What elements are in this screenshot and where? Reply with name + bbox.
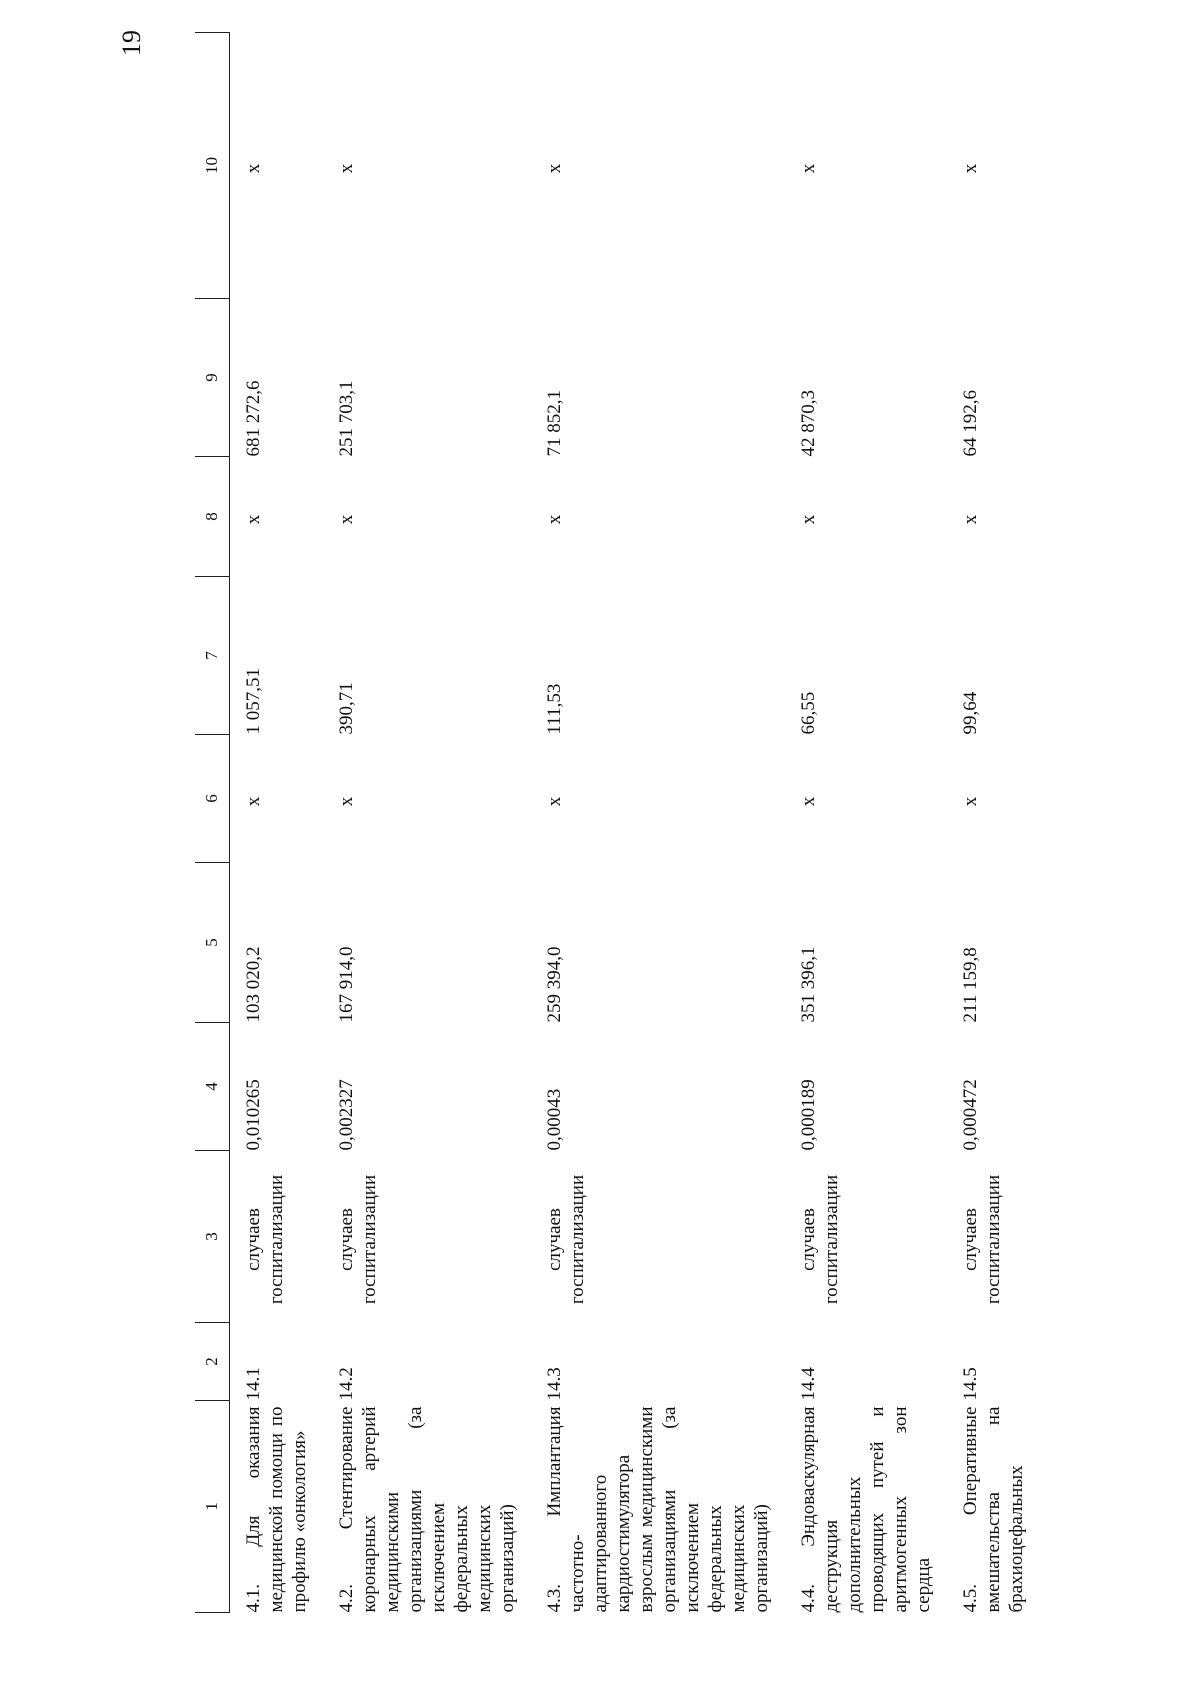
col-header-4: 4 [195,1023,230,1151]
row-col-5: 351 396,1 [798,946,819,1023]
row-name: 4.4. Эндоваскулярная деструкция дополнительных проводящих путей и аритмогенных зон сердца [798,1406,934,1613]
row-col-5: 103 020,2 [243,946,264,1023]
row-col-4: 0,000472 [960,1079,981,1151]
rotated-table-container [195,33,1027,1613]
row-name: 4.3. Имплантация частотно-адаптированного кардиостимулятора взрослым медицинскими организациями (за исключением федеральных медицинских организаций) [544,1406,772,1613]
col-header-9: 9 [195,299,230,457]
col-header-2: 2 [195,1323,230,1401]
row-col-5: 259 394,0 [544,946,565,1023]
table-row [947,33,1066,1613]
row-col-7: 66,55 [798,691,819,735]
row-col-6: x [798,796,819,807]
data-table [195,32,1066,1613]
row-code: 14.2 [336,1367,357,1401]
row-col-10: x [336,163,357,174]
row-col-5: 167 914,0 [336,946,357,1023]
col-header-5: 5 [195,863,230,1023]
col-header-6: 6 [195,735,230,863]
col-header-10: 10 [195,33,230,299]
row-col-7: 1 057,51 [243,668,264,735]
row-col-4: 0,000189 [798,1079,819,1151]
col-header-7: 7 [195,577,230,735]
table-row [323,33,531,1613]
row-col-4: 0,002327 [336,1079,357,1151]
row-col-10: x [960,163,981,174]
row-col-9: 681 272,6 [243,380,264,457]
row-name: 4.5. Оперативные вмешательства на брахиоцефальных [960,1406,1027,1613]
row-col-6: x [960,796,981,807]
row-col-9: 251 703,1 [336,380,357,457]
row-col-9: 64 192,6 [960,390,981,457]
row-code: 14.5 [960,1367,981,1401]
row-col-6: x [243,796,264,807]
row-unit: случаев госпитализации [798,1174,842,1305]
col-header-1: 1 [195,1401,230,1613]
table-row [785,33,947,1613]
column-number-row [195,33,230,1613]
row-col-10: x [798,163,819,174]
row-col-5: 211 159,8 [960,947,981,1023]
row-name: 4.1. Для оказания медицинской помощи по профилю «онкология» [243,1406,310,1613]
row-col-6: x [544,796,565,807]
row-col-4: 0,010265 [243,1079,264,1151]
row-col-10: x [544,163,565,174]
table-row [531,33,785,1613]
row-col-10: x [243,163,264,174]
table-row [230,33,324,1613]
col-header-3: 3 [195,1151,230,1323]
row-col-4: 0,00043 [544,1088,565,1151]
row-col-9: 71 852,1 [544,390,565,457]
row-col-7: 111,53 [544,683,565,735]
row-col-8: x [798,514,819,525]
row-col-8: x [960,514,981,525]
row-col-8: x [336,514,357,525]
row-col-9: 42 870,3 [798,390,819,457]
row-col-8: x [544,514,565,525]
row-col-6: x [336,796,357,807]
row-code: 14.4 [798,1367,819,1401]
row-code: 14.1 [243,1367,264,1401]
row-col-8: x [243,514,264,525]
row-code: 14.3 [544,1367,565,1401]
row-name: 4.2. Стентирование коронарных артерий медицинскими организациями (за исключением федеральных медицинских организаций) [336,1406,518,1613]
row-col-7: 390,71 [336,682,357,735]
row-unit: случаев госпитализации [336,1174,380,1305]
row-unit: случаев госпитализации [960,1174,1004,1305]
row-unit: случаев госпитализации [544,1174,588,1305]
row-unit: случаев госпитализации [243,1174,287,1305]
page-number: 19 [117,30,146,56]
row-col-7: 99,64 [960,691,981,735]
col-header-8: 8 [195,457,230,577]
